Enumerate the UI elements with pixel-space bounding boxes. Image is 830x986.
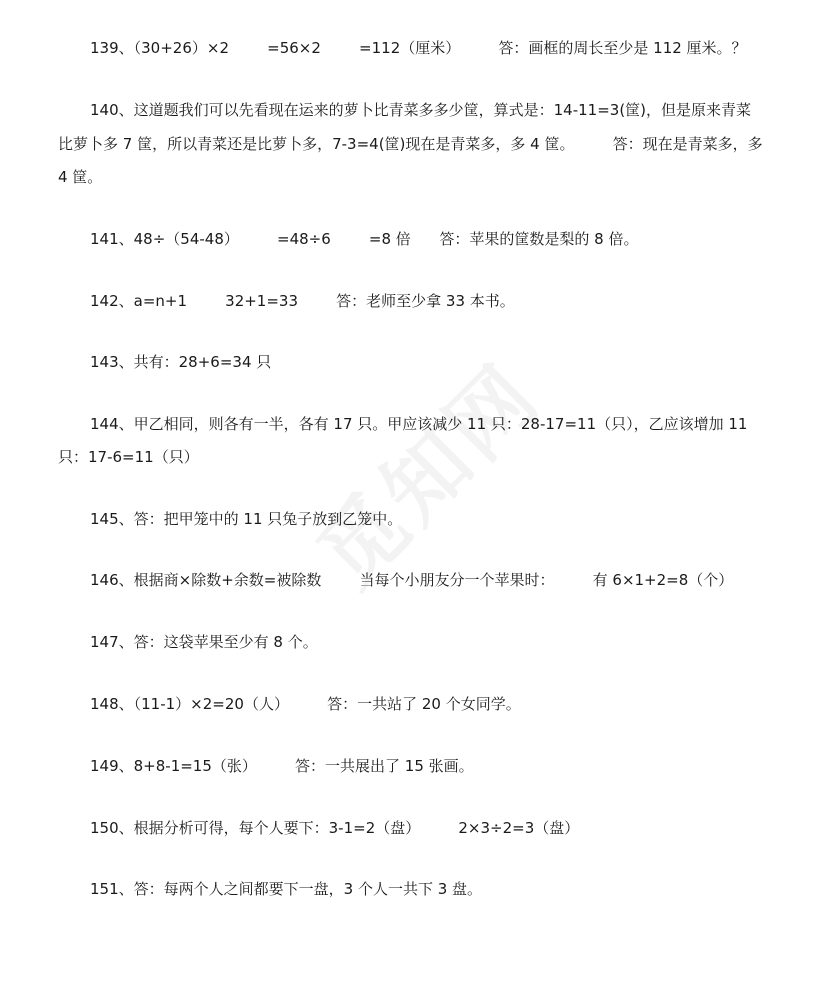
watermark-text (287, 332, 563, 608)
answer-line: 150、根据分析可得，每个人要下：3-1=2（盘） 2×3÷2=3（盘） (90, 819, 580, 837)
answer-line: 140、这道题我们可以先看现在运来的萝卜比青菜多多少筐，算式是：14-11=3(筐)，但是原来青菜 (90, 101, 752, 119)
answer-line: 147、答：这袋苹果至少有 8 个。 (90, 633, 318, 651)
answer-line: 146、根据商×除数+余数=被除数 当每个小朋友分一个苹果时： 有 6×1+2=8（个） (90, 571, 734, 589)
answer-line: 142、a=n+1 32+1=33 答：老师至少拿 33 本书。 (90, 292, 515, 310)
answer-line: 148、（11-1）×2=20（人） 答：一共站了 20 个女同学。 (90, 695, 521, 713)
answer-line: 只：17-6=11（只） (58, 448, 199, 466)
answer-line: 139、（30+26）×2 =56×2 =112（厘米） 答：画框的周长至少是 112 厘米。？ (90, 39, 747, 57)
answer-line: 149、8+8-1=15（张） 答：一共展出了 15 张画。 (90, 757, 474, 775)
answer-line: 151、答：每两个人之间都要下一盘，3 个人一共下 3 盘。 (90, 880, 483, 898)
answer-line: 144、甲乙相同，则各有一半，各有 17 只。甲应该减少 11 只：28-17=11（只），乙应该增加 11 (90, 415, 748, 433)
answer-line: 145、答：把甲笼中的 11 只兔子放到乙笼中。 (90, 510, 403, 528)
answer-line: 4 筐。 (58, 168, 103, 186)
answer-line: 143、共有：28+6=34 只 (90, 353, 272, 371)
answer-line: 141、48÷（54-48） =48÷6 =8 倍 答：苹果的筐数是梨的 8 倍。 (90, 230, 639, 248)
answer-line: 比萝卜多 7 筐，所以青菜还是比萝卜多，7-3=4(筐)现在是青菜多，多 4 筐。 答：现在是青菜多，多 (58, 135, 763, 153)
